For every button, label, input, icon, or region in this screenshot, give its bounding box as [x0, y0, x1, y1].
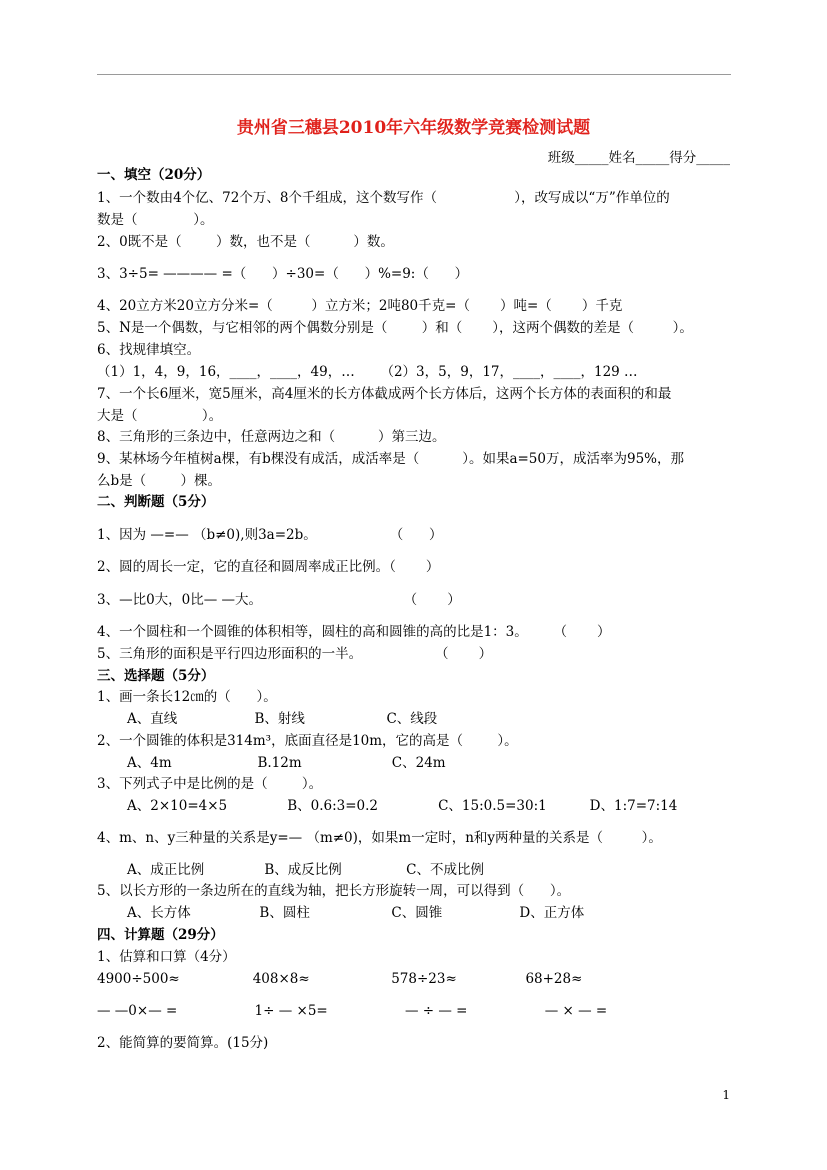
question-line: A、4m B.12m C、24m [127, 755, 446, 771]
question-line: A、2×10=4×5 B、0.6:3=0.2 C、15:0.5=30:1 D、1:7=7:14 [127, 798, 678, 814]
question-line: 2、圆的周长一定，它的直径和圆周率成正比例。（ ） [97, 559, 440, 575]
question-line: A、直线 B、射线 C、线段 [127, 711, 438, 727]
question-line: 4、m、n、y三种量的关系是y=— （m≠0)，如果m一定时，n和y两种量的关系是（ ）。 [97, 830, 662, 846]
question-line: 3、下列式子中是比例的是（ ）。 [97, 776, 323, 792]
question-line: 6、找规律填空。 [97, 342, 201, 358]
question-line: 9、某林场今年植树a棵，有b棵没有成活，成活率是（ ）。如果a=50万，成活率为95%，那 [97, 451, 684, 467]
question-line: 2、0既不是（ ）数，也不是（ ）数。 [97, 234, 394, 250]
question-line: 5、三角形的面积是平行四边形面积的一半。 （ ） [97, 646, 493, 662]
question-line: 么b是（ ）棵。 [97, 473, 221, 489]
question-line: 4、一个圆柱和一个圆锥的体积相等，圆柱的高和圆锥的高的比是1：3。 （ ） [97, 624, 611, 640]
question-line: 1、估算和口算（4分） [97, 949, 236, 965]
question-line: 4、20立方米20立方分米=（ ）立方米；2吨80千克=（ ）吨=（ ）千克 [97, 298, 623, 314]
question-line: A、成正比例 B、成反比例 C、不成比例 [127, 862, 484, 878]
question-line: 数是（ ）。 [97, 212, 214, 228]
section-heading: 三、选择题（5分） [97, 668, 215, 684]
question-line: 2、能简算的要简算。(15分) [97, 1035, 269, 1051]
section-heading: 二、判断题（5分） [97, 494, 215, 510]
section-heading: 一、填空（20分） [97, 167, 211, 183]
question-line: A、长方体 B、圆柱 C、圆锥 D、正方体 [127, 905, 585, 921]
question-line: 5、N是一个偶数，与它相邻的两个偶数分别是（ ）和（ ），这两个偶数的差是（ ）。 [97, 320, 693, 336]
question-line: 3、3÷5= ———— =（ ）÷30=（ ）%=9:（ ） [97, 266, 469, 282]
question-line: 2、一个圆锥的体积是314m³，底面直径是10m，它的高是（ ）。 [97, 733, 518, 749]
question-line: 1、因为 —=— （b≠0),则3a=2b。 （ ） [97, 527, 443, 543]
student-info-fields: 班级_____姓名_____得分_____ [547, 150, 730, 166]
question-line: （1）1，4，9，16，____，____，49，… （2）3，5，9，17，____，____，129 … [97, 364, 638, 380]
question-line: 4900÷500≈ 408×8≈ 578÷23≈ 68+28≈ [97, 971, 583, 987]
page-number: 1 [722, 1088, 730, 1102]
question-line: 7、一个长6厘米，宽5厘米，高4厘米的长方体截成两个长方体后，这两个长方体的表面积的和最 [97, 386, 672, 402]
question-line: 8、三角形的三条边中，任意两边之和（ ）第三边。 [97, 429, 446, 445]
top-rule [97, 74, 731, 75]
question-line: 1、一个数由4个亿、72个万、8个千组成，这个数写作（ ），改写成以“万”作单位的 [97, 190, 670, 206]
page-title: 贵州省三穗县2010年六年级数学竞赛检测试题 [236, 118, 591, 138]
question-line: 5、以长方形的一条边所在的直线为轴，把长方形旋转一周，可以得到（ ）。 [97, 883, 571, 899]
section-heading: 四、计算题（29分） [97, 927, 224, 943]
question-line: 大是（ ）。 [97, 408, 223, 424]
question-line: 3、—比0大，0比— —大。 （ ） [97, 592, 461, 608]
question-line: — —0×— = 1÷ — ×5= — ÷ — = — × — = [97, 1003, 608, 1019]
question-line: 1、画一条长12㎝的（ ）。 [97, 689, 277, 705]
